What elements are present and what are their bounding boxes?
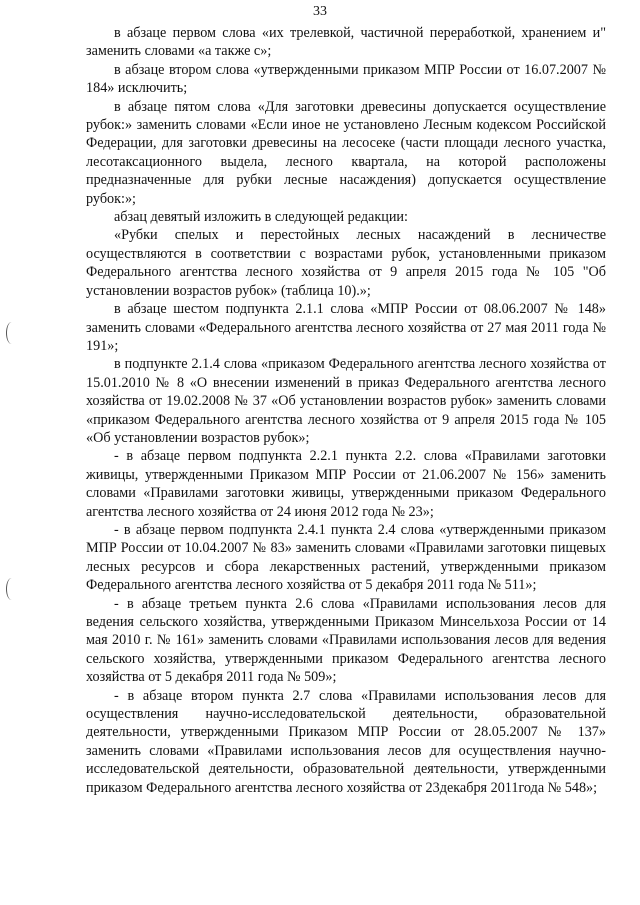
paragraph: - в абзаце третьем пункта 2.6 слова «Правилами использования лесов для ведения сельского хозяйства, утвержденными Приказом Минсельхоза России от 14 мая 2010 г. № 161» заменить словами «Правилами использования лесов для ведения сельского хозяйства, утвержденными приказом Федерального агентства лесного хозяйства от 5 декабря 2011 года № 509»; bbox=[86, 595, 606, 686]
paragraph: в абзаце первом слова «их трелевкой, частичной переработкой, хранением и" заменить словами «а также с»; bbox=[86, 25, 606, 60]
paragraph: абзац девятый изложить в следующей редакции: bbox=[114, 209, 408, 226]
paragraph: в подпункте 2.1.4 слова «приказом Федерального агентства лесного хозяйства от 15.01.2010 № 8 «О внесении изменений в приказ Федерального агентства лесного хозяйства от 19.02.2008 № 37 «Об установлении возрастов рубок» заменить словами «приказом Федерального агентства лесного хозяйства от 9 апреля 2015 года № 105 «Об установлении возрастов рубок»; bbox=[86, 356, 606, 446]
paragraph: «Рубки спелых и перестойных лесных насаждений в лесничестве осуществляются в соответствии с возрастами рубок, установленными приказом Федерального агентства лесного хозяйства от 9 апреля 2015 года № 105 "Об установлении возрастов рубок» (таблица 10).»; bbox=[86, 227, 606, 299]
binding-hole-mark bbox=[6, 578, 17, 600]
page-number: 33 bbox=[313, 4, 327, 19]
binding-hole-mark bbox=[6, 322, 17, 344]
paragraph: - в абзаце первом подпункта 2.4.1 пункта 2.4 слова «утвержденными приказом МПР России от 10.04.2007 № 83» заменить словами «Правилами заготовки пищевых лесных ресурсов и сбора лекарственных растений, утвержденными приказом Федерального агентства лесного хозяйства от 5 декабря 2011 года № 511»; bbox=[86, 521, 606, 594]
paragraph: в абзаце втором слова «утвержденными приказом МПР России от 16.07.2007 № 184» исключить; bbox=[86, 61, 606, 97]
paragraph: в абзаце шестом подпункта 2.1.1 слова «МПР России от 08.06.2007 № 148» заменить словами «Федерального агентства лесного хозяйства от 27 мая 2011 года № 191»; bbox=[86, 301, 606, 354]
paragraph: - в абзаце первом подпункта 2.2.1 пункта 2.2. слова «Правилами заготовки живицы, утвержденными Приказом МПР России от 21.06.2007 № 156» заменить словами «Правилами заготовки живицы, утвержденными приказом Федерального агентства лесного хозяйства от 24 июня 2012 года № 23»; bbox=[86, 448, 606, 520]
paragraph: в абзаце пятом слова «Для заготовки древесины допускается осуществление рубок:» заменить словами «Если иное не установлено Лесным кодексом Российской Федерации, для заготовки древесины на лесосеке (части площади лесного участка, лесотаксационного выдела, лесного квартала, на которой расположены предназначенные для рубки лесные насаждения) допускается осуществление рубок:»; bbox=[86, 98, 606, 207]
paragraph: - в абзаце втором пункта 2.7 слова «Правилами использования лесов для осуществления научно-исследовательской деятельности, образовательной деятельности, утвержденными Приказом МПР России от 28.05.2007 № 137» заменить словами «Правилами использования лесов для осуществления научно-исследовательской деятельности, образовательной деятельности, утвержденными приказом Федерального агентства лесного хозяйства от 23декабря 2011года № 548»; bbox=[86, 687, 606, 796]
document-body bbox=[86, 24, 606, 797]
